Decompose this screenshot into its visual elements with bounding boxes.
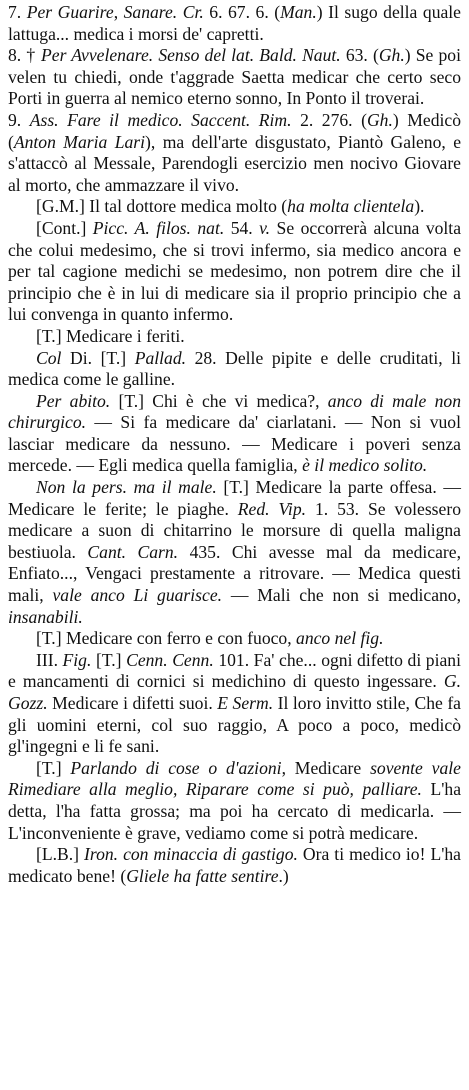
- text-run: L'ha detta, l'ha fatta grossa; ma poi ha cercato di medicarla. — L'inconveniente è grave, vediamo come si potrà medicare.: [8, 779, 462, 843]
- text-run: III.: [36, 649, 63, 670]
- italic-text-run: Sanare. Cr.: [123, 2, 204, 22]
- text-run: — Mali che non si medicano,: [222, 585, 461, 606]
- entry-paragraph: [8, 758, 461, 844]
- text-run: [Cont.]: [36, 217, 93, 238]
- text-run: Il loro invitto stile, Che fa gli uomini eterni, col suo raggio, A poco a poco, medicò gl'ingegni e li fe sani.: [8, 693, 461, 757]
- italic-text-run: è il medico solito.: [302, 455, 428, 476]
- italic-text-run: anco nel fig.: [296, 628, 384, 649]
- text-run: Medicare i difetti suoi.: [47, 693, 218, 713]
- text-run: ,: [113, 2, 124, 22]
- italic-text-run: Per Avvelenare. Senso del lat. Bald. Naut.: [41, 45, 341, 66]
- italic-text-run: Pallad.: [134, 347, 187, 368]
- text-run: [T.] Medicare con ferro e con fuoco,: [36, 628, 297, 649]
- text-run: 101. Fa' che... ogni difetto di piani e mancamenti di cornici si medichino di questo ingessare.: [8, 649, 461, 692]
- entry-paragraph: [8, 477, 461, 628]
- italic-text-run: Iron. con minaccia di gastigo.: [84, 844, 298, 865]
- text-run: ) Il sugo della quale lattuga... medica i morsi de' capretti.: [8, 2, 461, 44]
- text-run: 28. Delle pipite e delle cruditati, li medica come le galline.: [8, 347, 461, 390]
- text-run: [G.M.] Il tal dottore medica molto (: [36, 196, 288, 217]
- italic-text-run: Cenn. Cenn.: [126, 649, 214, 670]
- text-run: 9.: [8, 109, 30, 130]
- text-run: 7.: [8, 2, 27, 22]
- text-run: ), ma dell'arte disgustato, Piantò Galeno, e s'attaccò al Messale, Parendogli esercizio men nocivo Giovare al morto, che ammazzare il vivo.: [8, 131, 461, 195]
- text-run: [T.] Medicare i feriti.: [36, 325, 185, 346]
- italic-text-run: E Serm.: [217, 693, 274, 713]
- entry-paragraph: [8, 650, 461, 758]
- italic-text-run: Per Guarire: [26, 2, 114, 22]
- entry-paragraph: [8, 391, 461, 477]
- italic-text-run: Col: [36, 347, 62, 368]
- entry-paragraph: [8, 326, 461, 348]
- italic-text-run: Anton Maria Lari: [13, 131, 146, 152]
- italic-text-run: Gh.: [366, 109, 393, 130]
- text-run: [T.]: [36, 757, 71, 778]
- entry-paragraph: [8, 218, 461, 326]
- text-run: 8. †: [8, 45, 42, 66]
- italic-text-run: Gh.: [378, 45, 405, 66]
- text-run: 2. 276. (: [291, 109, 367, 130]
- text-run: 6. 67. 6. (: [203, 2, 281, 22]
- entry-paragraph: [8, 196, 461, 218]
- italic-text-run: Ass. Fare il medico. Saccent. Rim.: [29, 109, 292, 130]
- entry-paragraph: [8, 45, 461, 110]
- text-run: 54.: [224, 217, 260, 238]
- entry-paragraph: [8, 2, 461, 45]
- text-run: Ora ti medico io! L'ha medicato bene! (: [8, 844, 461, 886]
- text-run: 435. Chi avesse mal da medicare, Enfiato..., Vengaci prestamente a ritrovare. — Medica questi mali,: [8, 541, 461, 606]
- italic-text-run: vale anco Li guarisce.: [52, 585, 223, 606]
- italic-text-run: Parlando di cose o d'azioni: [70, 757, 282, 778]
- text-run: [T.]: [91, 649, 127, 670]
- text-run: 1. 53. Se volessero medicare a suon di chitarrino le morsure di quella maligna bestiuola.: [8, 498, 461, 562]
- italic-text-run: Man.: [280, 2, 317, 22]
- italic-text-run: v.: [259, 217, 271, 238]
- text-run: .): [278, 865, 289, 886]
- text-run: ).: [414, 196, 425, 217]
- text-run: Se occorrerà alcuna volta che colui medesimo, che si trovi infermo, sia medico ancora e per tal cagione medichi se medesimo, non potrem dire che il principio che è in lui di medicare sia il proprio principio che a lui convenga in quanto infermo.: [8, 217, 462, 325]
- text-run: , Medicare: [281, 757, 371, 778]
- entry-paragraph: [8, 628, 461, 650]
- text-run: ) Medicò (: [8, 109, 461, 152]
- text-run: [L.B.]: [36, 844, 85, 865]
- text-run: [T.] Medicare la parte offesa. — Medicare le ferite; le piaghe.: [8, 477, 461, 519]
- italic-text-run: Picc. A. filos. nat.: [92, 217, 225, 238]
- italic-text-run: Cant. Carn.: [87, 541, 179, 562]
- text-run: Di. [T.]: [61, 347, 135, 368]
- text-run: — Si fa medicare da' ciarlatani. — Non si vuol lasciar medicare da nessuno. — Medicare i poveri senza mercede. — Egli medica quella famiglia,: [8, 412, 461, 476]
- italic-text-run: Red. Vip.: [237, 498, 307, 519]
- italic-text-run: insanabili.: [8, 606, 83, 627]
- text-run: ) Se poi velen tu chiedi, onde t'aggrade Saetta medicar che certo seco Porti in guerra al nemico eterno sonno, In Ponto il troverai.: [8, 45, 461, 109]
- italic-text-run: Per abito.: [36, 390, 111, 411]
- italic-text-run: Gliele ha fatte sentire: [126, 865, 279, 886]
- italic-text-run: Fig.: [62, 649, 92, 670]
- entry-paragraph: [8, 110, 461, 196]
- text-run: [T.] Chi è che vi medica?,: [110, 390, 328, 411]
- italic-text-run: sovente vale Rimediare alla meglio, Riparare come si può, palliare.: [8, 757, 461, 800]
- italic-text-run: anco di male non chirurgico.: [8, 390, 461, 433]
- entry-paragraph: [8, 348, 461, 391]
- italic-text-run: ha molta clientela: [287, 196, 415, 217]
- text-run: 63. (: [340, 45, 379, 66]
- italic-text-run: Non la pers. ma il male.: [36, 477, 217, 498]
- entry-paragraph: [8, 844, 461, 887]
- italic-text-run: G. Gozz.: [8, 671, 461, 713]
